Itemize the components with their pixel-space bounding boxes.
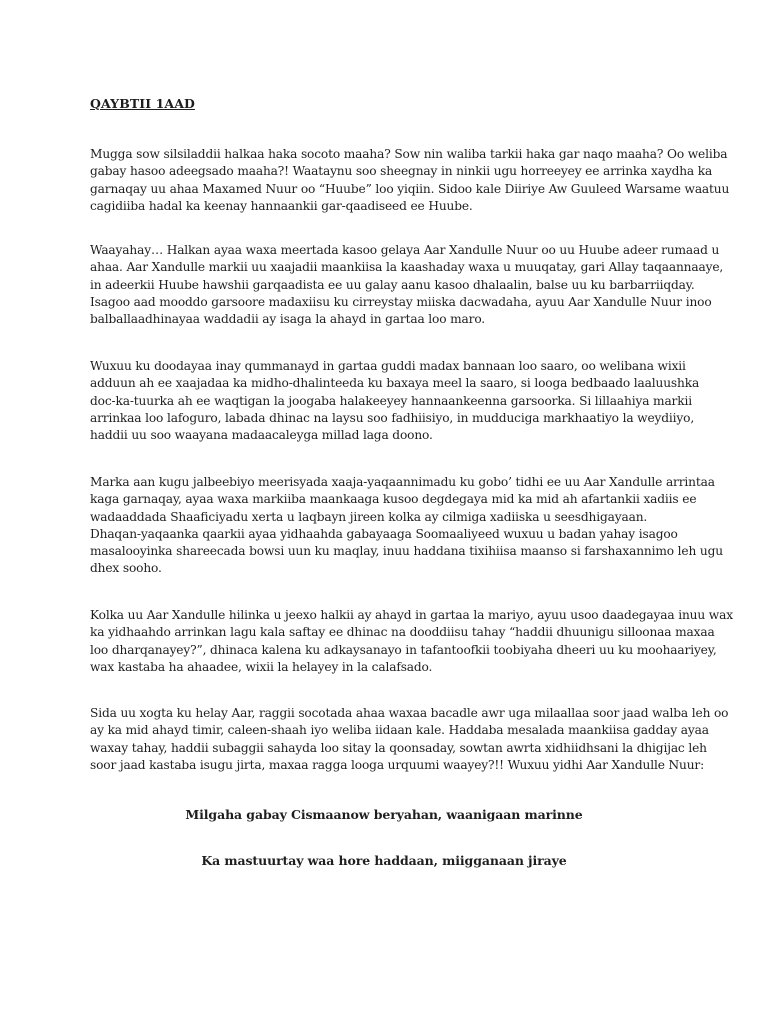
paragraph-3 bbox=[90, 358, 700, 444]
paragraph-line: balballaadhinayaa waddadii ay isaga la ahayd in gartaa loo maro. bbox=[90, 312, 486, 327]
paragraph-line: arrinkaa loo lafoguro, labada dhinac na laysu soo fadhiisiyo, in mudduciga markhaatiyo la weydiiyo, bbox=[90, 410, 695, 425]
paragraph-line: ahaa. Aar Xandulle markii uu xaajadii maankiisa la kaashaday waxa u muuqatay, gari Allay taqaannaaye, bbox=[90, 260, 724, 275]
paragraph-line: Mugga sow silsiladdii halkaa haka socoto maaha? Sow nin waliba tarkii haka gar naqo maaha? Oo weliba bbox=[90, 147, 728, 161]
paragraph-line: Sida uu xogta ku helay Aar, raggii socotada ahaa waxaa bacadle awr uga milaallaa soor jaad walba leh oo bbox=[90, 706, 729, 720]
paragraph-line: adduun ah ee xaajadaa ka midho-dhalinteeda ku baxaya meel la saaro, si looga bedbaado laaluushka bbox=[90, 376, 700, 391]
paragraph-line: Kolka uu Aar Xandulle hilinka u jeexo halkii ay ahayd in gartaa la mariyo, ayuu usoo daadegayaa inuu wax bbox=[90, 608, 733, 622]
paragraph-2 bbox=[90, 242, 724, 328]
paragraph-line: Isagoo aad mooddo garsoore madaxiisu ku cirreystay miiska dacwadaha, ayuu Aar Xandulle Nuur inoo bbox=[90, 294, 712, 309]
paragraph-line: ay ka mid ahayd timir, caleen-shaah iyo weliba iidaan kale. Haddaba mesalada maankiisa gadday ayaa bbox=[90, 723, 709, 738]
paragraph-6 bbox=[90, 705, 729, 774]
paragraph-line: soor jaad kastaba isugu jirta, maxaa ragga looga urquumi waayey?!! Wuxuu yidhi Aar Xandulle Nuur: bbox=[90, 757, 705, 772]
paragraph-line: gabay hasoo adeegsado maaha?! Waataynu soo sheegnay in ninkii ugu horreeyey ee arrinka xaydha ka bbox=[90, 164, 713, 179]
paragraph-line: waxay tahay, haddii subaggii sahayda loo sitay la qoonsaday, sowtan awrta xidhiidhsani la dhigijac leh bbox=[90, 740, 707, 755]
paragraph-5 bbox=[90, 607, 733, 676]
paragraph-line: masalooyinka shareecada bowsi uun ku maqlay, inuu haddana tixihiisa maanso si farshaxannimo leh ugu bbox=[90, 544, 723, 559]
paragraph-line: ka yidhaahdo arrinkan lagu kala saftay ee dhinac na dooddiisu tahay “haddii dhuunigu silloonaa maxaa bbox=[90, 625, 715, 640]
paragraph-line: Marka aan kugu jalbeebiyo meerisyada xaaja-yaqaannimadu ku gobo’ tidhi ee uu Aar Xandulle arrintaa bbox=[90, 475, 715, 489]
paragraph-line: doc-ka-tuurka ah ee waqtigan la joogaba halakeeyey hannaankeenna garsoorka. Si lillaahiya markii bbox=[90, 393, 692, 408]
verse-line-1: Milgaha gabay Cismaanow beryahan, waanigaan marinne bbox=[185, 807, 583, 822]
paragraph-line: wax kastaba ha ahaadee, wixii la helayey in la calafsado. bbox=[90, 659, 433, 674]
paragraph-line: Waayahay… Halkan ayaa waxa meertada kasoo gelaya Aar Xandulle Nuur oo uu Huube adeer rumaad u bbox=[90, 243, 720, 257]
paragraph-1 bbox=[90, 146, 730, 215]
section-heading: QAYBTII 1AAD bbox=[90, 96, 195, 111]
paragraph-line: dhex sooho. bbox=[90, 561, 162, 576]
paragraph-line: Dhaqan-yaqaanka qaarkii ayaa yidhaahda gabayaaga Soomaaliyeed wuxuu u badan yahay isagoo bbox=[90, 526, 678, 541]
paragraph-line: garnaqay uu ahaa Maxamed Nuur oo “Huube” loo yiqiin. Sidoo kale Diiriye Aw Guuleed Warsame waatuu bbox=[90, 181, 730, 196]
paragraph-line: in adeerkii Huube hawshii garqaadista ee uu galay aanu kasoo dhalaalin, balse uu ku barbarriiqday. bbox=[90, 277, 695, 292]
paragraph-line: loo dharqanayey?”, dhinaca kalena ku adkaysanayo in tafantoofkii toobiyaha dheeri uu ku moohaariyey, bbox=[90, 642, 717, 657]
paragraph-line: cagidiiba hadal ka keenay hannaankii gar-qaadiseed ee Huube. bbox=[90, 198, 473, 213]
paragraph-4 bbox=[90, 474, 723, 578]
paragraph-line: haddii uu soo waayana madaacaleyga millad laga doono. bbox=[90, 428, 433, 443]
verse-line-2: Ka mastuurtay waa hore haddaan, miigganaan jiraye bbox=[201, 853, 567, 868]
paragraph-line: Wuxuu ku doodayaa inay qummanayd in gartaa guddi madax bannaan loo saaro, oo welibana wixii bbox=[90, 359, 686, 373]
paragraph-line: wadaaddada Shaaficiyadu xerta u laqbayn jireen kolka ay cilmiga xadiiska u seesdhigayaan. bbox=[90, 509, 648, 524]
paragraph-line: kaga garnaqay, ayaa waxa markiiba maankaaga kusoo degdegaya mid ka mid ah afartankii xadiis ee bbox=[90, 492, 697, 507]
